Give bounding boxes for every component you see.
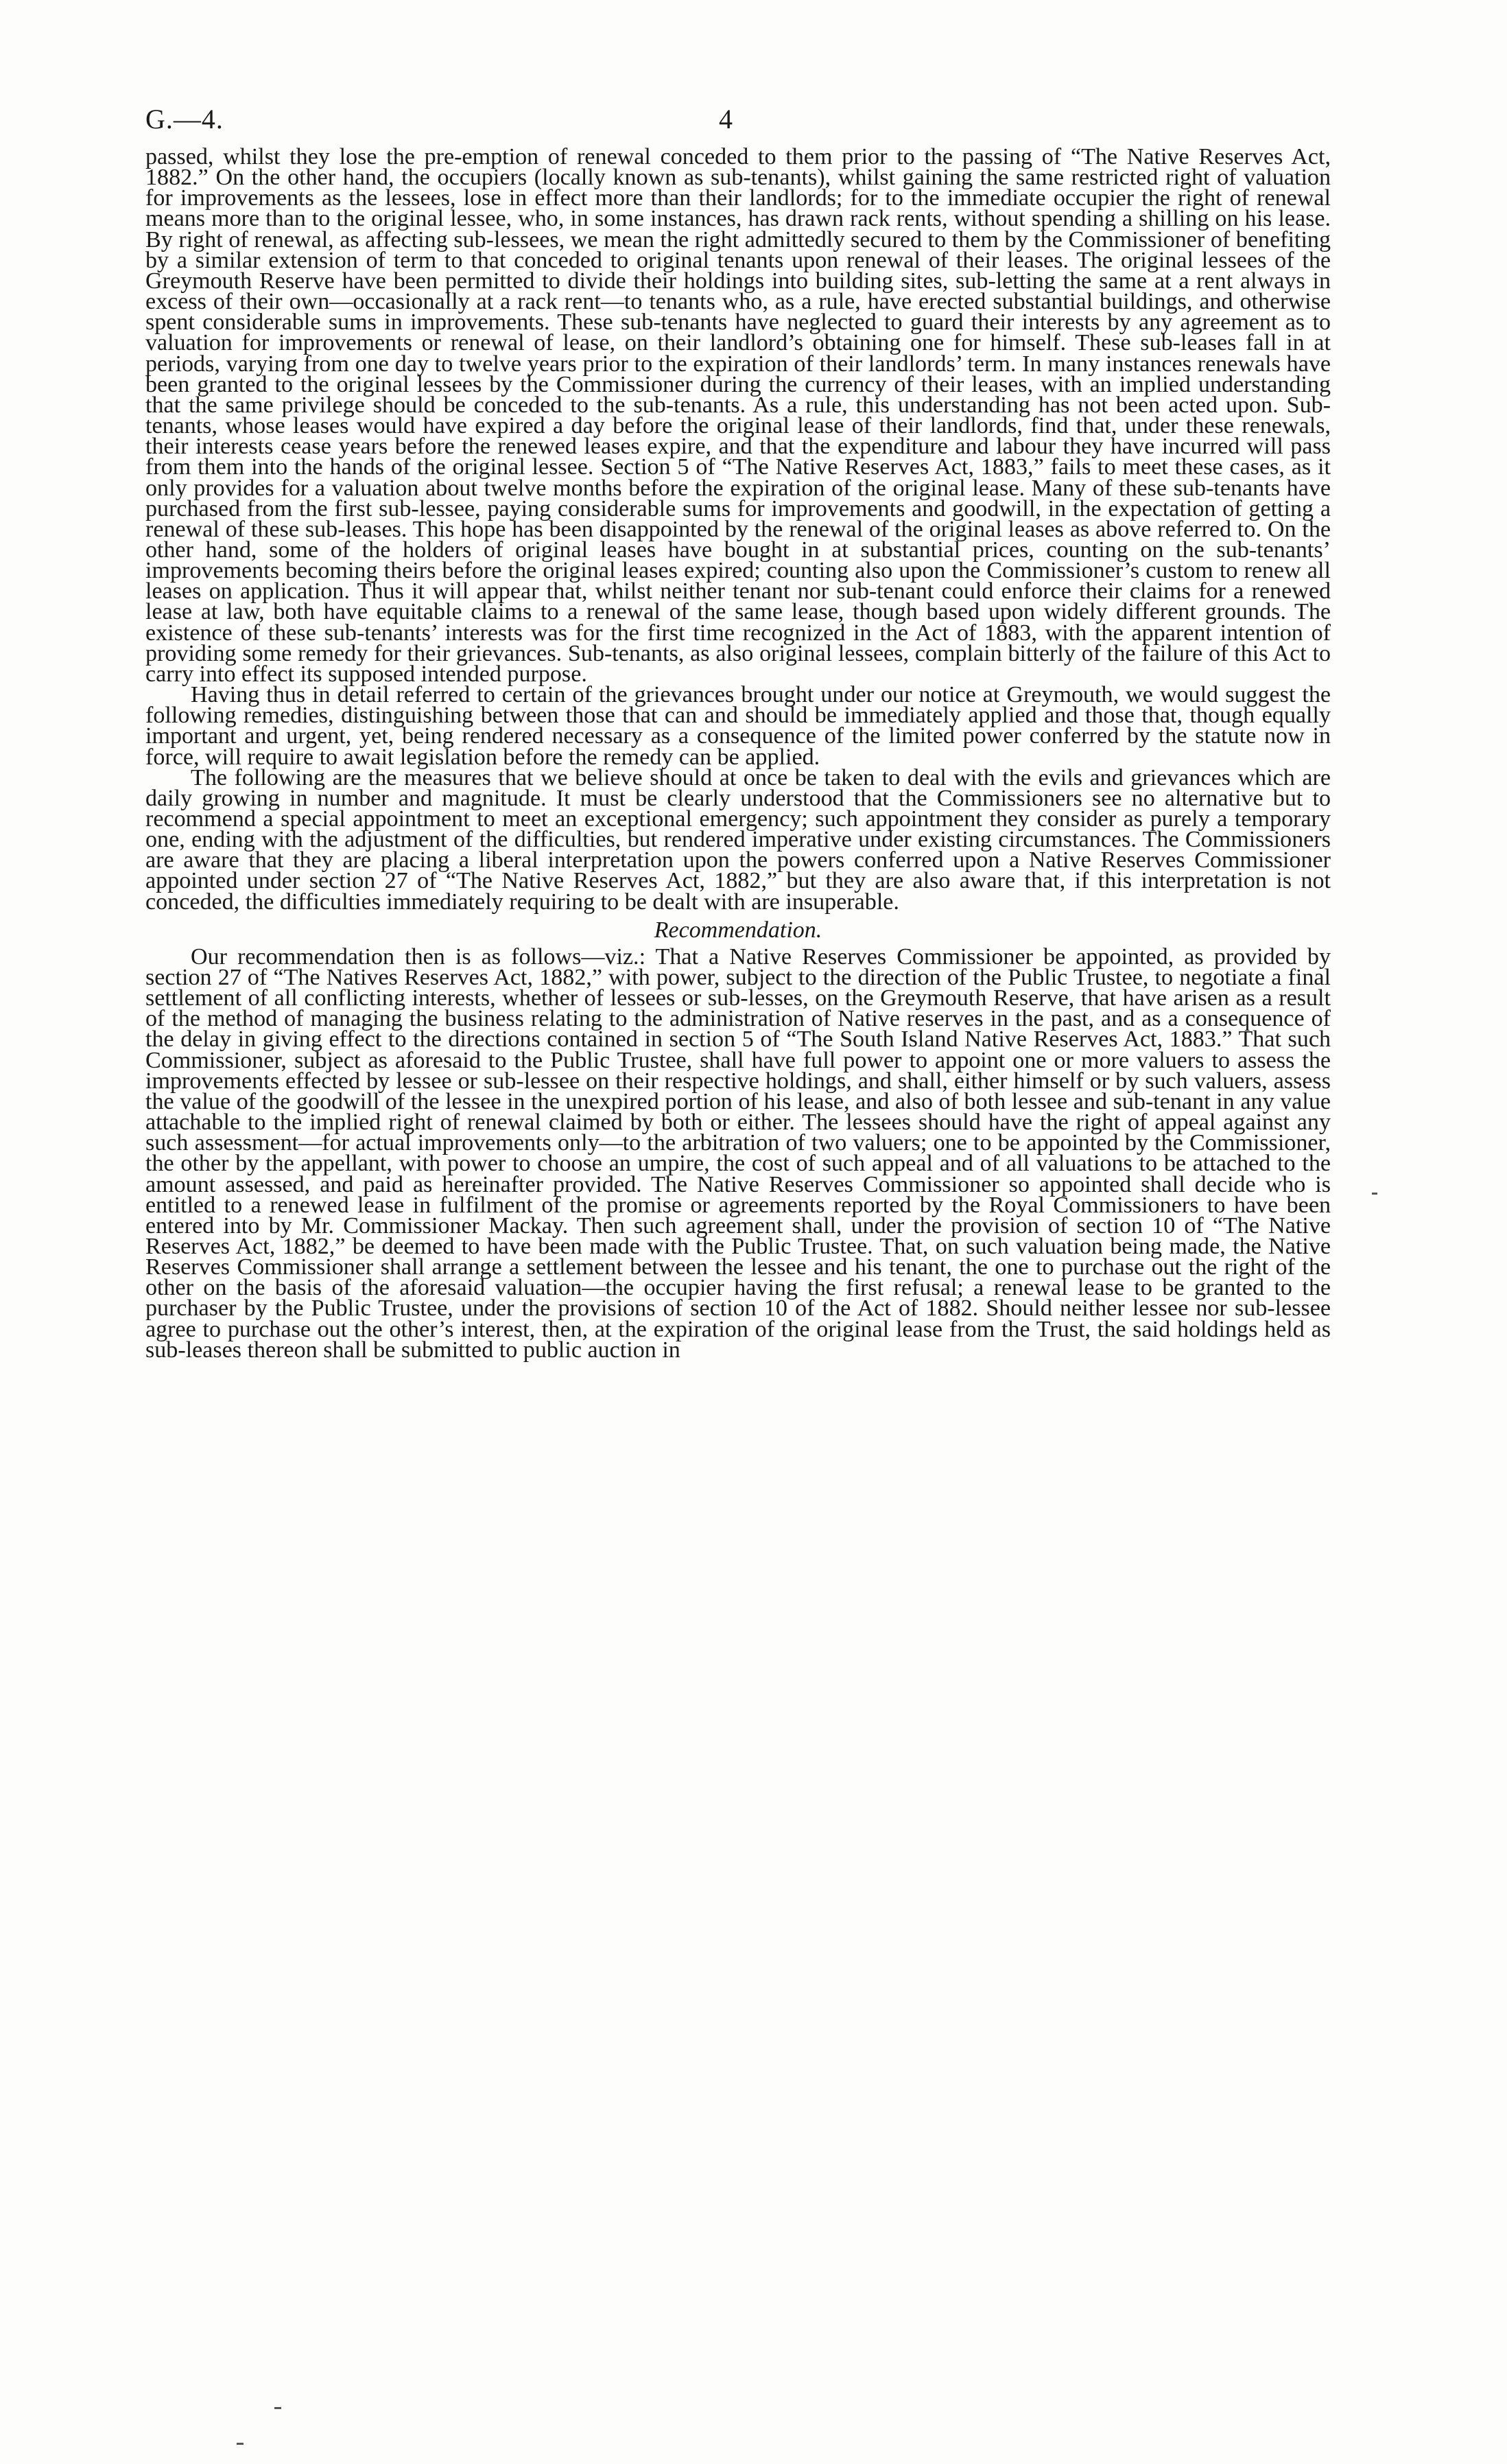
paragraph-remedies: Having thus in detail referred to certain of the grievances brought under our notice at Greymouth, we would suggest the following remedies, distinguishing between those that can and should be immediately applied and those that, though equally important and urgent, yet, being rendered necessary as a consequence of the limited power conferred by the statute now in force, will require to await legislation before the remedy can be applied. [145,682,1331,770]
page-number: 4 [719,104,733,134]
bottom-tick-mark-2 [237,2443,244,2445]
body-text [145,144,1331,1363]
margin-tick-mark [1372,1193,1377,1195]
bottom-tick-mark-1 [274,2407,281,2409]
document-reference: G.—4. [145,104,224,134]
paragraph-recommendation: Our recommendation then is as follows—viz.: That a Native Reserves Commissioner be appointed, as provided by section 27 of “The Natives Reserves Act, 1882,” with power, subject to the direction of the Public Trustee, to negotiate a final settlement of all conflicting interests, whether of lessees or sub-lesses, on the Greymouth Reserve, that have arisen as a result of the method of managing the business relating to the administration of Native reserves in the past, and as a consequence of the delay in giving effect to the directions contained in section 5 of “The South Island Native Reserves Act, 1883.” That such Commissioner, subject as aforesaid to the Public Trustee, shall have full power to appoint one or more valuers to assess the improvements effected by lessee or sub-lessee on their respective holdings, and shall, either himself or by such valuers, assess the value of the goodwill of the lessee in the unexpired portion of his lease, and also of both lessee and sub-tenant in any value attachable to the implied right of renewal claimed by both or either. The lessees should have the right of appeal against any such assessment—for actual improvements only—to the arbitration of two valuers; one to be appointed by the Commissioner, the other by the appellant, with power to choose an umpire, the cost of such appeal and of all valuations to be attached to the amount assessed, and paid as hereinafter provided. The Native Reserves Commissioner so appointed shall decide who is entitled to a renewed lease in fulfilment of the promise or agreements reported by the Royal Commissioners to have been entered into by Mr. Commissioner Mackay. Then such agreement shall, under the provision of section 10 of “The Native Reserves Act, 1882,” be deemed to have been made with the Public Trustee. That, on such valuation being made, the Native Reserves Commissioner shall arrange a settlement between the lessee and his tenant, the one to purchase out the right of the other on the basis of the aforesaid valuation—the occupier having the first refusal; a renewal lease to be granted to the purchaser by the Public Trustee, under the provisions of section 10 of the Act of 1882. Should neither lessee nor sub-lessee agree to purchase out the other’s interest, then, at the expiration of the original lease from the Trust, the said holdings held as sub-leases thereon shall be submitted to public auction in [145,943,1331,1363]
section-heading: Recommendation. [654,917,822,943]
paragraph-measures: The following are the measures that we believe should at once be taken to deal with the evils and grievances which are daily growing in number and magnitude. It must be clearly understood that the Commissioners see no alternative but to recommend a special appointment to meet an exceptional emergency; such appointment they consider as purely a temporary one, ending with the adjustment of the difficulties, but rendered imperative under existing circumstances. The Commissioners are aware that they are placing a liberal interpretation upon the powers conferred upon a Native Reserves Commissioner appointed under section 27 of “The Native Reserves Act, 1882,” but they are also aware that, if this interpretation is not conceded, the difficulties immediately requiring to be dealt with are insuperable. [145,764,1331,915]
paragraph-continued: passed, whilst they lose the pre-emption of renewal conceded to them prior to the passing of “The Native Reserves Act, 1882.” On the other hand, the occupiers (locally known as sub-tenants), whilst gaining the same restricted right of valuation for improvements as the lessees, lose in effect more than their landlords; for to the immediate occupier the right of renewal means more than to the original lessee, who, in some instances, has drawn rack rents, without spending a shilling on his lease. By right of renewal, as affecting sub-lessees, we mean the right admittedly secured to them by the Commissioner of benefiting by a similar extension of term to that conceded to original tenants upon renewal of their leases. The original lessees of the Greymouth Reserve have been permitted to divide their holdings into building sites, sub-letting the same at a rent always in excess of their own—occasionally at a rack rent—to tenants who, as a rule, have erected substantial buildings, and otherwise spent considerable sums in improvements. These sub-tenants have neglected to guard their interests by any agreement as to valuation for improvements or renewal of lease, on their landlord’s obtaining one for himself. These sub-leases fall in at periods, varying from one day to twelve years prior to the expiration of their landlords’ term. In many instances renewals have been granted to the original lessees by the Commissioner during the currency of their leases, with an implied understanding that the same privilege should be conceded to the sub-tenants. As a rule, this understanding has not been acted upon. Sub-tenants, whose leases would have expired a day before the original lease of their landlords, find that, under these renewals, their interests cease years before the renewed leases expire, and that the expenditure and labour they have incurred will pass from them into the hands of the original lessee. Section 5 of “The Native Reserves Act, 1883,” fails to meet these cases, as it only provides for a valuation about twelve months before the expiration of the original lease. Many of these sub-tenants have purchased from the first sub-lessee, paying considerable sums for improvements and goodwill, in the expectation of getting a renewal of these sub-leases. This hope has been disappointed by the renewal of the original leases as above referred to. On the other hand, some of the holders of original leases have bought in at substantial prices, counting on the sub-tenants’ improvements becoming theirs before the original leases expired; counting also upon the Commissioner’s custom to renew all leases on application. Thus it will appear that, whilst neither tenant nor sub-tenant could enforce their claims for a renewed lease at law, both have equitable claims to a renewal of the same lease, though based upon widely different grounds. The existence of these sub-tenants’ interests was for the first time recognized in the Act of 1883, with the apparent intention of providing some remedy for their grievances. Sub-tenants, as also original lessees, complain bitterly of the failure of this Act to carry into effect its supposed intended purpose. [145,144,1331,687]
page-header [145,103,1331,144]
